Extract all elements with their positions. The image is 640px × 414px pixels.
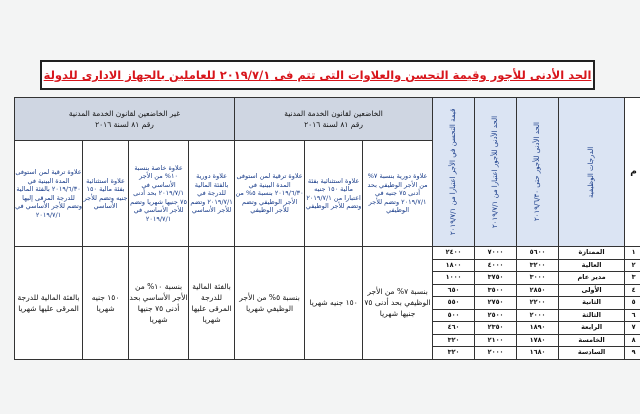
old-wage-cell: ٢٨٥٠ (517, 284, 559, 297)
row-number: ١ (625, 247, 640, 260)
new-wage-cell: ٧٠٠٠ (475, 247, 517, 260)
new-wage-cell: ٤٠٠٠ (475, 259, 517, 272)
grade-cell: الثانية (559, 297, 625, 310)
row-number: ٤ (625, 284, 640, 297)
min-wage-old-header: الحد الأدنى للأجور حتى ٢٠١٩/٦/٣٠ (517, 98, 559, 247)
new-wage-cell: ٢١٠٠ (475, 334, 517, 347)
civil-col-header: علاوة استثنائية بفئة مالية ١٥٠ جنيه اعتبارا من ٢٠١٩/٧/١ وتضم للأجر الوظيفي (305, 141, 363, 247)
improvement-cell: ٤٦٠ (433, 322, 475, 335)
civil-group-header: الخاضعين لقانون الخدمة المدنية رقم ٨١ لسنة ٢٠١٦ (235, 98, 433, 141)
old-wage-cell: ٢٠٠٠ (517, 309, 559, 322)
noncivil-col-header: علاوة ترقية لمن استوفى المدة البينية في ٢٠١٩/٦/٣٠ بالفئة المالية للدرجة المرقى إليها وتضم للأجر الأساسي في ٢٠١٩/٧/١ (15, 141, 83, 247)
grade-cell: الثالثة (559, 309, 625, 322)
page-title (40, 60, 595, 90)
civil-value: بنسبة ٥% من الأجر الوظيفي شهريا (235, 247, 305, 360)
new-wage-cell: ٢٠٠٠ (475, 347, 517, 360)
noncivil-group-header: غير الخاضعين لقانون الخدمة المدنية رقم ٨١ لسنة ٢٠١٦ (15, 98, 235, 141)
improvement-cell: ٢٤٠٠ (433, 247, 475, 260)
civil-col-header: علاوة ترقية لمن استوفى المدة البينية في ٢٠١٩/٦/٣٠ بنسبة ٥% من الأجر الوظيفي وتضم للأجر الوظيفي (235, 141, 305, 247)
grade-cell: السادسة (559, 347, 625, 360)
row-number: ٢ (625, 259, 640, 272)
new-wage-cell: ٢٥٠٠ (475, 309, 517, 322)
civil-value: ١٥٠ جنيه شهريا (305, 247, 363, 360)
noncivil-col-header: علاوة دورية بالفئة المالية للدرجة في ٢٠١٩/٧/١ وتضم للأجر الأساسي (189, 141, 235, 247)
grade-cell: الأولى (559, 284, 625, 297)
improvement-cell: ٣٢٠ (433, 347, 475, 360)
old-wage-cell: ٣٠٠٠ (517, 272, 559, 285)
row-number: ٦ (625, 309, 640, 322)
row-number: ٧ (625, 322, 640, 335)
old-wage-cell: ٥٦٠٠ (517, 247, 559, 260)
noncivil-value: بنسبة ١٠% من الأجر الأساسي بحد أدنى ٧٥ جنيها شهريا (129, 247, 189, 360)
m-header: م (625, 98, 640, 247)
improvement-header: قيمة التحسن في الأجر اعتبارا من ٢٠١٩/٧/١ (433, 98, 475, 247)
grades-header: الدرجات الوظيفية (559, 98, 625, 247)
row-number: ٥ (625, 297, 640, 310)
old-wage-cell: ٢٢٠٠ (517, 297, 559, 310)
row-number: ٩ (625, 347, 640, 360)
improvement-cell: ١٠٠٠ (433, 272, 475, 285)
old-wage-cell: ١٨٩٠ (517, 322, 559, 335)
new-wage-cell: ٢٣٥٠ (475, 322, 517, 335)
title-text: الحد الأدنى للأجور وقيمة التحسن والعلاوات التى تتم فى ٢٠١٩/٧/١ للعاملين بالجهاز الادارى للدولة (43, 68, 592, 82)
civil-col-header: علاوة دورية بنسبة ٧% من الأجر الوظيفي بحد أدنى ٧٥ جنيه في ٢٠١٩/٧/١ وتضم للأجر الوظيفي (363, 141, 433, 247)
grade-cell: العالية (559, 259, 625, 272)
noncivil-value: بالفئة المالية للدرجة المرقى عليها شهريا (189, 247, 235, 360)
improvement-cell: ١٨٠٠ (433, 259, 475, 272)
grade-cell: الرابعة (559, 322, 625, 335)
grade-cell: مدير عام (559, 272, 625, 285)
grade-cell: الخامسة (559, 334, 625, 347)
noncivil-col-header: علاوة استثنائية بفئة مالية ١٥٠ جنيه وتضم للأجر الأساسي (83, 141, 129, 247)
new-wage-cell: ٣٥٠٠ (475, 284, 517, 297)
old-wage-cell: ١٦٨٠ (517, 347, 559, 360)
noncivil-col-header: علاوة خاصة بنسبة ١٠% من الأجر الأساسي في ٢٠١٩/٧/١ بحد أدنى ٧٥ جنيها شهريا وتضم للأجر الأساسي في ٢٠١٩/٧/١ (129, 141, 189, 247)
old-wage-cell: ١٧٨٠ (517, 334, 559, 347)
improvement-cell: ٥٥٠ (433, 297, 475, 310)
row-number: ٣ (625, 272, 640, 285)
grade-cell: الممتازة (559, 247, 625, 260)
improvement-cell: ٥٠٠ (433, 309, 475, 322)
new-wage-cell: ٣٧٥٠ (475, 272, 517, 285)
noncivil-value: بالفئة المالية للدرجة المرقى عليها شهريا (15, 247, 83, 360)
civil-value: بنسبة ٧% من الأجر الوظيفي بحد أدنى ٧٥ جنيها شهريا (363, 247, 433, 360)
old-wage-cell: ٣٢٠٠ (517, 259, 559, 272)
improvement-cell: ٦٥٠ (433, 284, 475, 297)
noncivil-value: ١٥٠ جنيه شهريا (83, 247, 129, 360)
improvement-cell: ٣٢٠ (433, 334, 475, 347)
min-wage-new-header: الحد الأدنى للأجور اعتبارا من ٢٠١٩/٧/١ (475, 98, 517, 247)
row-number: ٨ (625, 334, 640, 347)
wage-table (14, 97, 640, 360)
new-wage-cell: ٢٧٥٠ (475, 297, 517, 310)
